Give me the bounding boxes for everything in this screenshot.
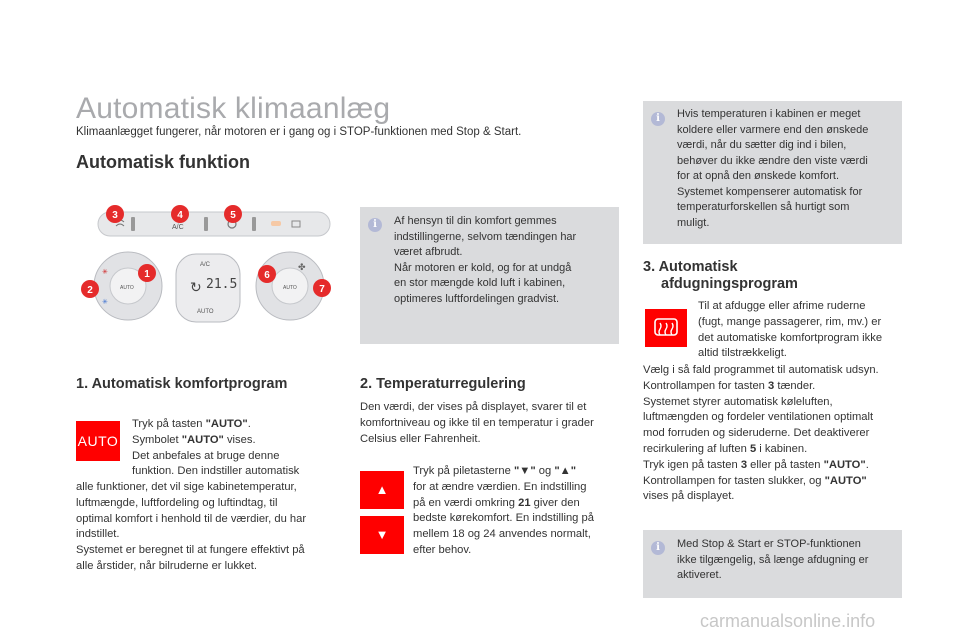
info-icon: i: [651, 541, 665, 555]
svg-text:2: 2: [87, 285, 93, 296]
svg-text:21.5: 21.5: [206, 277, 238, 292]
svg-text:✳: ✳: [102, 268, 108, 276]
defrost-button-icon: [645, 309, 687, 347]
info-icon: i: [368, 218, 382, 232]
section3-indent-text: Til at afdugge eller afrime ruderne (fugt, mange passagerer, rim, mv.) er det automatiske komfortprogram ikke altid tilstrækkeligt.: [698, 300, 883, 360]
note-stopstart-text: Med Stop & Start er STOP-funktionen ikke tilgængelig, så længe afdugning er aktiveret.: [677, 538, 869, 581]
svg-text:3: 3: [112, 210, 118, 221]
main-heading: Automatisk funktion: [76, 152, 250, 172]
svg-text:4: 4: [177, 210, 183, 221]
svg-text:A/C: A/C: [200, 262, 211, 268]
svg-text:1: 1: [144, 269, 150, 280]
svg-text:AUTO: AUTO: [283, 285, 297, 291]
section3-heading: 3. Automatisk afdugningsprogram: [643, 259, 798, 292]
note-temperature: [643, 101, 902, 244]
page-subtitle: Klimaanlægget fungerer, når motoren er i gang og i STOP-funktionen med Stop & Start.: [76, 126, 522, 138]
center-display: [176, 254, 240, 322]
note-temperature-text: Hvis temperaturen i kabinen er meget koldere eller varmere end den ønskede værdi, når du sætter dig ind i bilen, behøver du ikke ændre den viste værdi for at opnå den ønskede komfort. Systemet kompenserer automatisk for temperaturforskellen så hurtigt som muligt.: [677, 108, 869, 229]
section1-body-text: alle funktioner, det vil sige kabinetemperatur, luftmængde, luftfordeling og luftindtag, til optimal komfort i henhold til de værdier, du har indstillet. Systemet er beregnet til at fungere effektivt på alle årstider, når bilruderne er lukket.: [76, 481, 307, 572]
section2-intro-text: Den værdi, der vises på displayet, svarer til et komfortniveau og ikke til en temperatur i grader Celsius eller Fahrenheit.: [360, 401, 594, 445]
section3-body-text: Vælg i så fald programmet til automatisk udsyn. Kontrollampen for tasten 3 tænder. Systemet styrer automatisk køleluften, luftmængden og fordeler ventilationen optimalt mod forruden og sideruderne. Det deaktiverer recirkulering af luften 5 i kabinen. Tryk igen på tasten 3 eller på tasten "AUTO". Kontrollampen for tasten slukker, og "AUTO" vises på displayet.: [643, 364, 879, 503]
ac-label: A/C: [172, 224, 184, 231]
temperature-dial: [94, 252, 162, 320]
note-memory: [360, 207, 619, 344]
info-icon: i: [651, 112, 665, 126]
svg-text:5: 5: [230, 210, 236, 221]
section2-heading: 2. Temperaturregulering: [360, 376, 526, 392]
svg-text:✳: ✳: [102, 298, 108, 306]
climate-panel-illustration: [76, 196, 340, 340]
note-stopstart: [643, 530, 902, 598]
svg-text:AUTO: AUTO: [197, 309, 214, 315]
page-title: Automatisk klimaanlæg: [76, 92, 391, 125]
svg-text:↻: ↻: [190, 280, 202, 296]
rear-defrost-icon: [645, 309, 687, 347]
section1-heading: 1. Automatisk komfortprogram: [76, 376, 288, 392]
watermark: carmanualsonline.info: [700, 611, 876, 631]
arrow-down-button-icon: ▼: [360, 516, 404, 554]
svg-text:7: 7: [319, 284, 325, 295]
svg-text:6: 6: [264, 270, 270, 281]
section2-indent-text: Tryk på piletasterne "▼" og "▲" for at ændre værdien. En indstilling på en værdi omkring 21 giver den bedste kørekomfort. En indstilling på mellem 18 og 24 anvendes normalt, efter behov.: [413, 465, 594, 556]
svg-text:AUTO: AUTO: [120, 285, 134, 291]
section1-indent-text: Tryk på tasten "AUTO". Symbolet "AUTO" vises. Det anbefales at bruge denne funktion. Den indstiller automatisk: [132, 418, 300, 478]
auto-button-icon: AUTO: [76, 421, 120, 461]
arrow-up-button-icon: ▲: [360, 471, 404, 509]
note-memory-text: Af hensyn til din komfort gemmes indstillingerne, selvom tændingen har været afbrudt. Når motoren er kold, og for at undgå en stor mængde kold luft i kabinen, optimeres luftfordelingen gradvist.: [394, 215, 577, 305]
fan-icon: ✤: [298, 263, 306, 273]
